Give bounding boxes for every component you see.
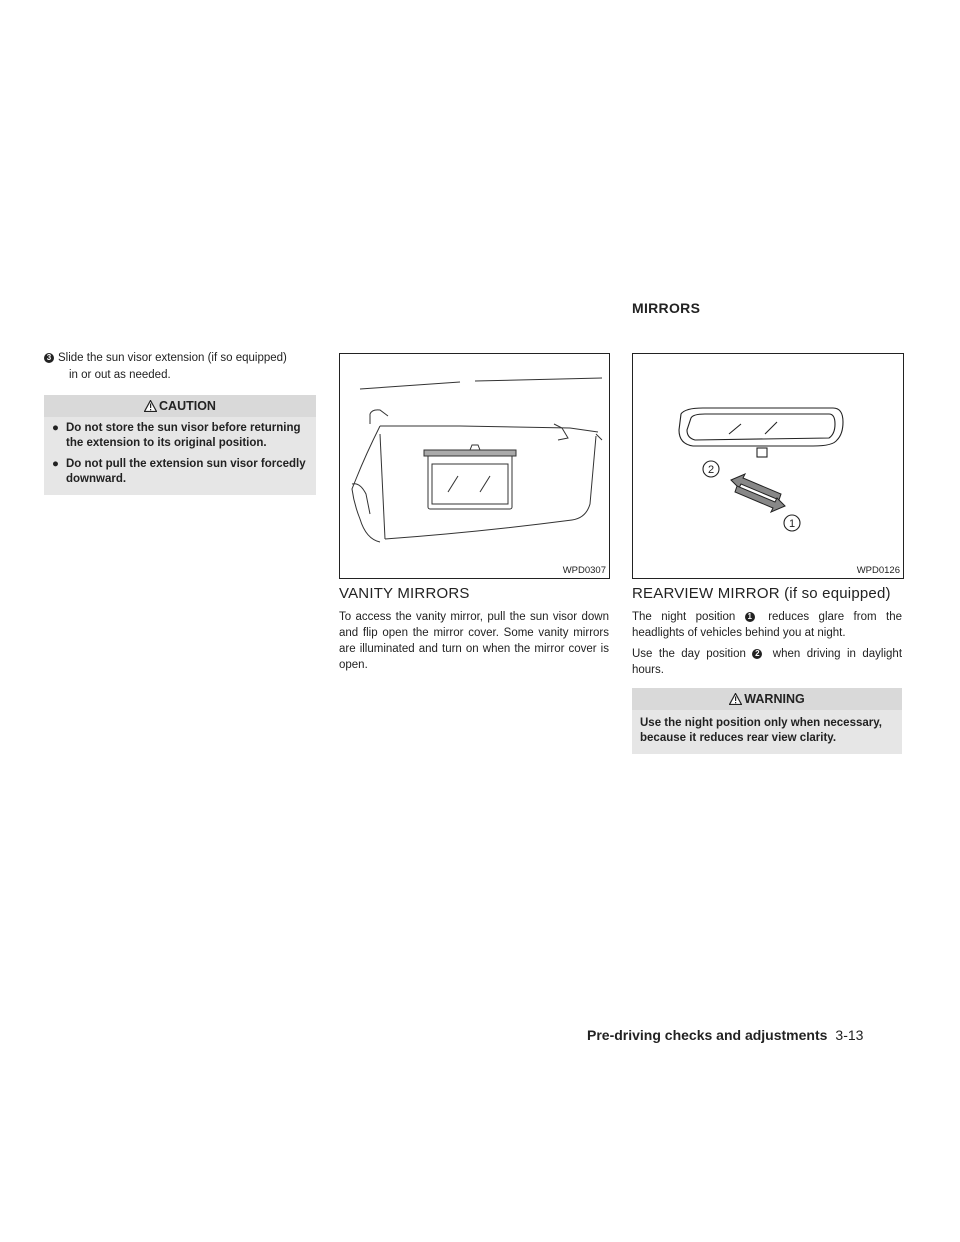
warning-triangle-icon <box>144 400 157 412</box>
caution-box <box>44 395 316 495</box>
step-3 <box>44 350 319 384</box>
callout-2: 2 <box>707 464 715 476</box>
vanity-mirror-figure <box>339 353 610 579</box>
warning-title: WARNING <box>744 692 805 706</box>
warning-box <box>632 688 902 754</box>
caution-header <box>44 395 316 417</box>
footer-section: Pre-driving checks and adjustments <box>587 1027 828 1043</box>
caution-item <box>52 421 308 451</box>
p1-post: reduces glare from the headlights of vehicles behind you at night. <box>632 611 902 639</box>
step-text-continued: in or out as needed. <box>69 369 171 381</box>
figure-label: WPD0126 <box>856 565 900 576</box>
warning-body: Use the night position only when necessary, because it reduces rear view clarity. <box>632 710 902 754</box>
p2-post: when driving in daylight hours. <box>632 648 903 676</box>
caution-body <box>44 417 316 495</box>
rearview-paragraph-1 <box>632 609 902 641</box>
section-title: MIRRORS <box>632 300 701 316</box>
number-2-icon: 2 <box>752 649 762 659</box>
page-number: 3-13 <box>835 1027 864 1043</box>
vanity-heading: VANITY MIRRORS <box>339 585 470 602</box>
caution-item-text: Do not pull the extension sun visor forcedly downward. <box>66 458 306 485</box>
rearview-paragraph-2 <box>632 646 902 678</box>
rearview-mirror-figure <box>632 353 904 579</box>
caution-item-text: Do not store the sun visor before returning the extension to its original position. <box>66 422 301 449</box>
rearview-heading: REARVIEW MIRROR (if so equipped) <box>632 585 891 602</box>
figure-label: WPD0307 <box>562 565 606 576</box>
rearview-mirror-illustration <box>633 354 903 578</box>
warning-header <box>632 688 902 710</box>
number-1-icon: 1 <box>745 612 755 622</box>
p1-pre: The night position <box>632 611 736 623</box>
vanity-paragraph: To access the vanity mirror, pull the sun visor down and flip open the mirror cover. Some vanity mirrors are illuminated and turn on when the mirror cover is open. <box>339 611 609 671</box>
step-number: 3 <box>44 353 54 363</box>
warning-triangle-icon <box>729 693 742 705</box>
page-footer <box>587 1027 863 1043</box>
step-text: Slide the sun visor extension (if so equipped) <box>58 352 287 364</box>
bullet-icon: ● <box>52 458 59 470</box>
bullet-icon: ● <box>52 422 59 434</box>
caution-item <box>52 457 308 487</box>
sun-visor-illustration <box>340 354 609 578</box>
p2-pre: Use the day position <box>632 648 746 660</box>
callout-1: 1 <box>788 518 796 530</box>
caution-title: CAUTION <box>159 399 216 413</box>
